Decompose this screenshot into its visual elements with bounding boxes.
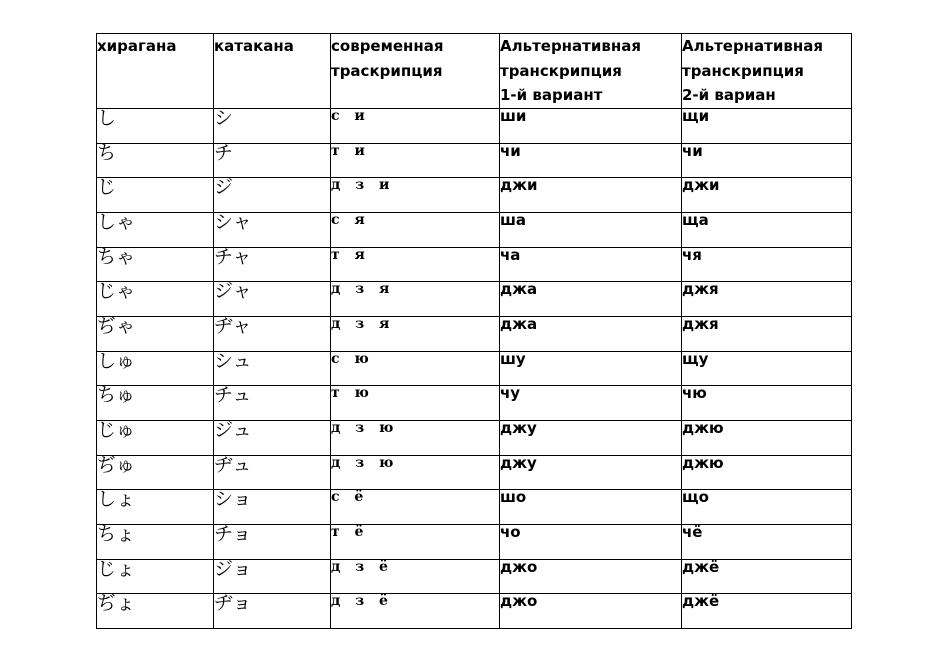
modern-transcription-cell: т и xyxy=(331,143,500,178)
alt-transcription-2-cell: що xyxy=(682,490,852,525)
table-row xyxy=(97,316,852,351)
table-row xyxy=(97,247,852,282)
modern-transcription-cell: т ё xyxy=(331,524,500,559)
hiragana-cell: じゃ xyxy=(97,282,214,317)
katakana-cell: ジュ xyxy=(214,420,331,455)
katakana-cell: チャ xyxy=(214,247,331,282)
katakana-cell: チ xyxy=(214,143,331,178)
header-alt2-line-3: 2-й вариан xyxy=(682,86,776,104)
table-row xyxy=(97,524,852,559)
alt-transcription-2-cell: джё xyxy=(682,594,852,629)
table-row xyxy=(97,212,852,247)
modern-transcription-cell: д з ю xyxy=(331,420,500,455)
alt-transcription-1-cell: джо xyxy=(500,559,682,594)
table-row xyxy=(97,109,852,144)
alt-transcription-1-cell: джа xyxy=(500,282,682,317)
alt-transcription-1-cell: ча xyxy=(500,247,682,282)
hiragana-cell: ちゃ xyxy=(97,247,214,282)
alt-transcription-2-cell: джи xyxy=(682,178,852,213)
hiragana-cell: しゅ xyxy=(97,351,214,386)
modern-transcription-cell: с ю xyxy=(331,351,500,386)
alt-transcription-1-cell: чи xyxy=(500,143,682,178)
katakana-cell: ジ xyxy=(214,178,331,213)
alt-transcription-2-cell: джю xyxy=(682,420,852,455)
alt-transcription-2-cell: чя xyxy=(682,247,852,282)
header-alt2-line-2: транскрипция xyxy=(682,61,804,80)
header-alt-transcription-2 xyxy=(682,34,852,109)
modern-transcription-cell: д з ё xyxy=(331,594,500,629)
katakana-cell: シュ xyxy=(214,351,331,386)
alt-transcription-1-cell: джу xyxy=(500,455,682,490)
table-row xyxy=(97,178,852,213)
hiragana-cell: しょ xyxy=(97,490,214,525)
alt-transcription-2-cell: джю xyxy=(682,455,852,490)
header-katakana xyxy=(214,34,331,109)
modern-transcription-cell: д з ю xyxy=(331,455,500,490)
alt-transcription-2-cell: ща xyxy=(682,212,852,247)
alt-transcription-2-cell: джя xyxy=(682,282,852,317)
alt-transcription-2-cell: чё xyxy=(682,524,852,559)
katakana-cell: ショ xyxy=(214,490,331,525)
alt-transcription-1-cell: джи xyxy=(500,178,682,213)
table-row xyxy=(97,386,852,421)
header-hiragana xyxy=(97,34,214,109)
header-modern-line-2: траскрипция xyxy=(331,61,443,80)
table-row xyxy=(97,490,852,525)
table-row xyxy=(97,420,852,455)
hiragana-cell: しゃ xyxy=(97,212,214,247)
alt-transcription-1-cell: ши xyxy=(500,109,682,144)
header-alt1-line-1: Альтернативная xyxy=(500,37,641,55)
table-row xyxy=(97,351,852,386)
alt-transcription-2-cell: джя xyxy=(682,316,852,351)
modern-transcription-cell: д з я xyxy=(331,282,500,317)
alt-transcription-1-cell: джо xyxy=(500,594,682,629)
modern-transcription-cell: д з и xyxy=(331,178,500,213)
table-row xyxy=(97,455,852,490)
katakana-cell: シ xyxy=(214,109,331,144)
alt-transcription-1-cell: чу xyxy=(500,386,682,421)
header-alt1-line-2: транскрипция xyxy=(500,61,622,80)
modern-transcription-cell: д з ё xyxy=(331,559,500,594)
katakana-cell: チョ xyxy=(214,524,331,559)
alt-transcription-2-cell: чю xyxy=(682,386,852,421)
alt-transcription-2-cell: щи xyxy=(682,109,852,144)
table-body xyxy=(97,109,852,629)
hiragana-cell: し xyxy=(97,109,214,144)
katakana-cell: シャ xyxy=(214,212,331,247)
transcription-table xyxy=(96,33,852,629)
header-alt-transcription-1 xyxy=(500,34,682,109)
modern-transcription-cell: с я xyxy=(331,212,500,247)
header-katakana-label: катакана xyxy=(214,37,294,55)
modern-transcription-cell: д з я xyxy=(331,316,500,351)
table-row xyxy=(97,282,852,317)
alt-transcription-1-cell: чо xyxy=(500,524,682,559)
table-row xyxy=(97,594,852,629)
katakana-cell: ヂャ xyxy=(214,316,331,351)
modern-transcription-cell: т ю xyxy=(331,386,500,421)
katakana-cell: ヂュ xyxy=(214,455,331,490)
hiragana-cell: じょ xyxy=(97,559,214,594)
hiragana-cell: ぢょ xyxy=(97,594,214,629)
alt-transcription-1-cell: джу xyxy=(500,420,682,455)
table-row xyxy=(97,559,852,594)
alt-transcription-2-cell: чи xyxy=(682,143,852,178)
header-hiragana-label: хирагана xyxy=(97,37,177,55)
alt-transcription-1-cell: шу xyxy=(500,351,682,386)
hiragana-cell: ぢゅ xyxy=(97,455,214,490)
modern-transcription-cell: т я xyxy=(331,247,500,282)
table-row xyxy=(97,143,852,178)
hiragana-cell: ち xyxy=(97,143,214,178)
hiragana-cell: ぢゃ xyxy=(97,316,214,351)
alt-transcription-1-cell: джа xyxy=(500,316,682,351)
header-alt1-line-3: 1-й вариант xyxy=(500,86,603,104)
hiragana-cell: じゅ xyxy=(97,420,214,455)
header-modern-transcription xyxy=(331,34,500,109)
hiragana-cell: ちょ xyxy=(97,524,214,559)
katakana-cell: チュ xyxy=(214,386,331,421)
alt-transcription-2-cell: джё xyxy=(682,559,852,594)
modern-transcription-cell: с ё xyxy=(331,490,500,525)
header-row xyxy=(97,34,852,109)
alt-transcription-1-cell: шо xyxy=(500,490,682,525)
hiragana-cell: ちゅ xyxy=(97,386,214,421)
hiragana-cell: じ xyxy=(97,178,214,213)
header-alt2-line-1: Альтернативная xyxy=(682,37,823,55)
katakana-cell: ヂョ xyxy=(214,594,331,629)
katakana-cell: ジャ xyxy=(214,282,331,317)
header-modern-line-1: современная xyxy=(331,37,444,55)
katakana-cell: ジョ xyxy=(214,559,331,594)
alt-transcription-2-cell: щу xyxy=(682,351,852,386)
modern-transcription-cell: с и xyxy=(331,109,500,144)
alt-transcription-1-cell: ша xyxy=(500,212,682,247)
